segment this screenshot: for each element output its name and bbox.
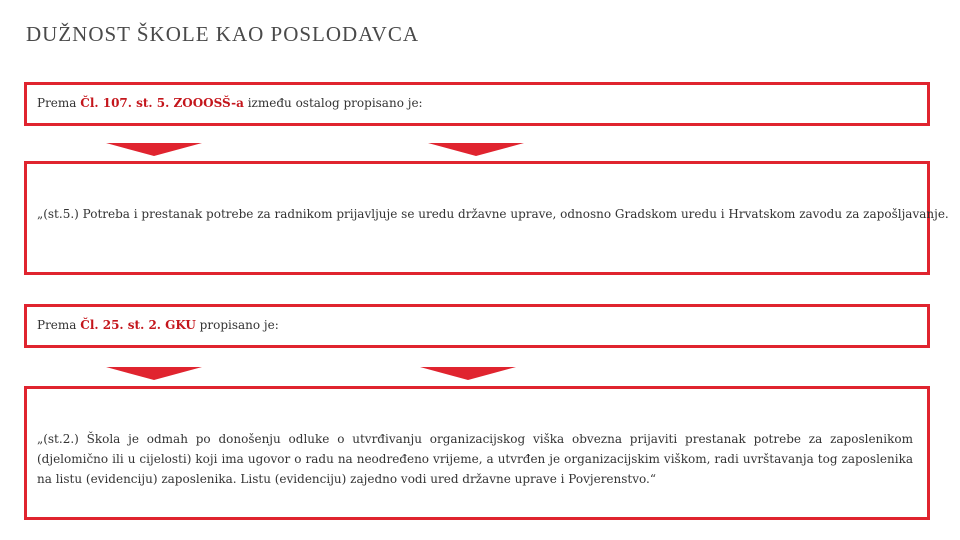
reference-line-2 xyxy=(37,318,279,332)
down-arrow-icon xyxy=(106,367,202,380)
law-reference: Čl. 25. st. 2. GKU xyxy=(80,318,196,332)
quote-text-1: „(st.5.) Potreba i prestanak potrebe za radnikom prijavljuje se uredu državne uprave, odnosno Gradskom uredu i Hrvatskom zavodu za zapošljavanje. xyxy=(37,207,949,221)
down-arrow-icon xyxy=(106,143,202,156)
reference-prefix: Prema xyxy=(37,96,81,110)
law-reference: Čl. 107. st. 5. ZOOOSŠ-a xyxy=(80,96,244,110)
down-arrow-icon xyxy=(420,367,516,380)
quote-box-1 xyxy=(24,161,949,275)
quote-box-2 xyxy=(24,386,930,520)
reference-suffix: propisano je: xyxy=(195,318,279,332)
slide-title: DUŽNOST ŠKOLE KAO POSLODAVCA xyxy=(26,22,420,46)
quote-text-2: „(st.2.) Škola je odmah po donošenju odluke o utvrđivanju organizacijskog viška obvezna prijaviti prestanak potrebe za zaposlenikom (djelomično ili u cijelosti) koji ima ugovor o radu na neodređeno vrijeme, a utvrđen je organizacijskim viškom, radi uvrštavanja tog zaposlenika na listu (evidenciju) zaposlenika. Listu (evidenciju) zajedno vodi ured državne uprave i Povjerenstvo.“ xyxy=(37,432,913,486)
legal-reference-box-2 xyxy=(24,304,930,348)
reference-prefix: Prema xyxy=(37,318,81,332)
legal-reference-box-1 xyxy=(24,82,930,126)
reference-line-1 xyxy=(37,96,423,110)
down-arrow-icon xyxy=(428,143,524,156)
reference-suffix: između ostalog propisano je: xyxy=(243,96,423,110)
